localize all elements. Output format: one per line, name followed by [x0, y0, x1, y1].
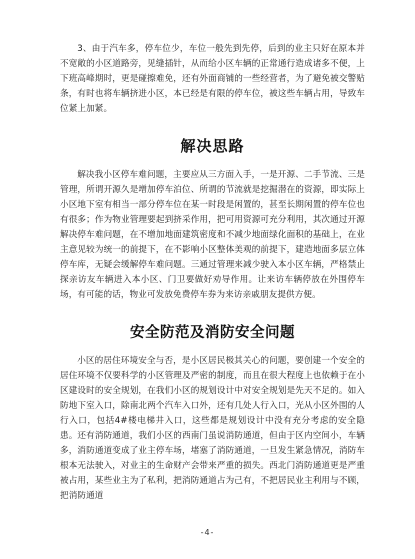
- page-number: -4-: [200, 528, 215, 537]
- paragraph-solutions: 解决我小区停车难问题，主要应从三方面入手，一是开源、二手节流、三是管理，所谓开源久是增加停车泊位、所谓的节流就是挖掘潜在的资源，即实际上小区地下室有相当一部分停车位在某一时段是闲置的，甚至长期闲置的停车位也有很多；作为物业管理要起到挤采作用，把可用资源可充分利用，其次通过开源解决停车难问题，在不增加地面建筑密度和不减少地面绿化面积的基础上，在业主意见较为统一的前提下，在不影响小区整体美观的前提下，建造地面多层立体停车库，无疑会缓解停车难问题。三通过管理来减少驶入本小区车辆，严格禁止探亲访友车辆进入本小区、门卫要做好劝导作用。让来访车辆停放在外围停车场，有可能的话，物业可发放免费停车券为来访亲戚朋友提供方便。: [60, 170, 365, 300]
- section-heading-safety: 安全防范及消防安全问题: [130, 325, 295, 341]
- paragraph-safety: 小区的居住环境安全与否，是小区居民极其关心的问题，要创建一个安全的居住环境不仅要科学的小区管理及严密的制度，而且在很大程度上也依赖于在小区建设时的安全规划，在我们小区的规划设计中对安全规划是先天不足的。如入防地下室入口，除南北两个汽车入口外，还有几处人行入口，光从小区外围的人行入口，包括4#楼电梯井入口，这些都是规划设计中没有充分考虑的安全隐患。还有消防通道，我们小区的西南门虽说消防通道，但由于区内空间小，车辆多，消防通道变成了业主停车场，堵塞了消防通道，一旦发生紧急情况，消防车根本无法驶入，对业主的生命财产会带来严重的损失。西北门消防通道更是严重被占用，某些业主为了私利，把消防通道占为己有，不把居民业主利用与不顾，把消防通道: [60, 356, 365, 501]
- paragraph-parking-congestion: 3、由于汽车多，停车位少，车位一般先到先停，后到的业主只好在原本并不宽敞的小区道路旁，见缝插针，从而给小区车辆的正常通行造成诸多不便，上下班高峰期时，更是碰擦难免，还有外面商铺的一些经营者，为了避免被交警贴条，有时也将车辆挤进小区，本已经是有限的停车位，被这些车辆占用，导致车位紧上加紧。: [60, 44, 365, 114]
- section-heading-solutions: 解决思路: [180, 137, 245, 155]
- document-body: [60, 42, 365, 504]
